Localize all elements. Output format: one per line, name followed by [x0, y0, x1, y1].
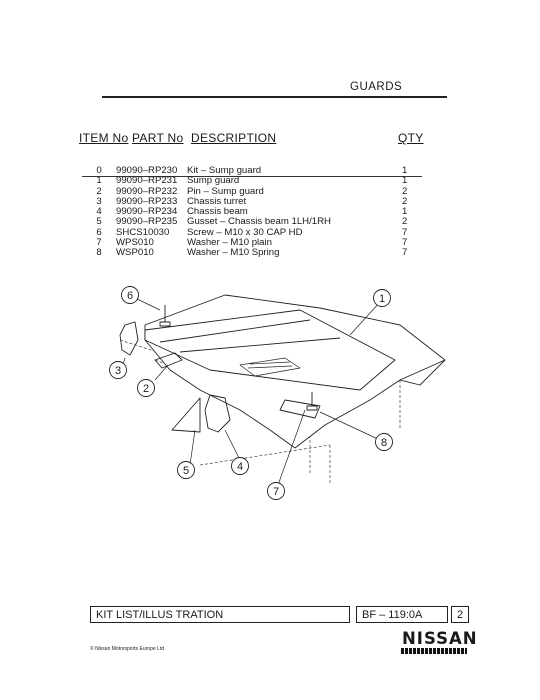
part-description: Screw – M10 x 30 CAP HD: [187, 226, 303, 238]
part-row: [82, 248, 422, 258]
callout-label: 3: [114, 365, 122, 377]
item-number: 2: [96, 185, 102, 197]
copyright: © Nissan Motorsports Europe Ltd: [90, 646, 164, 652]
part-number: SHCS10030: [116, 226, 170, 238]
callout-label: 5: [182, 465, 190, 477]
part-number: 99090–RP234: [116, 206, 178, 218]
footer-title: KIT LIST/ILLUS TRATION: [90, 606, 350, 623]
callout-label: 7: [272, 486, 280, 498]
part-qty: 2: [402, 185, 408, 197]
part-number: 99090–RP233: [116, 195, 178, 207]
callout-label: 8: [380, 437, 388, 449]
part-qty: 2: [402, 195, 408, 207]
part-qty: 7: [402, 247, 408, 259]
part-qty: 7: [402, 226, 408, 238]
header-rule: [102, 96, 447, 98]
part-description: Pin – Sump guard: [187, 185, 264, 197]
part-qty: 1: [402, 206, 408, 218]
part-number: 99090–RP231: [116, 175, 178, 187]
part-description: Kit – Sump guard: [187, 165, 262, 176]
part-qty: 1: [402, 165, 408, 176]
part-description: Washer – M10 Spring: [187, 247, 280, 259]
gusset: [172, 398, 200, 432]
part-number: WPS010: [116, 237, 154, 249]
item-number: 8: [96, 247, 102, 259]
item-number: 6: [96, 226, 102, 238]
callout-label: 4: [236, 461, 244, 473]
item-number: 3: [96, 195, 102, 207]
column-header-item: ITEM No: [79, 131, 129, 145]
column-header-description: DESCRIPTION: [191, 131, 277, 145]
part-description: Sump guard: [187, 175, 240, 187]
brand-logo: NISSAN: [402, 629, 478, 648]
part-qty: 1: [402, 175, 408, 187]
callout-label: 2: [142, 383, 150, 395]
part-number: WSP010: [116, 247, 154, 259]
parts-list: [82, 166, 422, 259]
exploded-diagram: [100, 280, 450, 505]
item-number: 1: [96, 175, 102, 187]
item-number: 7: [96, 237, 102, 249]
chassis-turret: [120, 322, 138, 355]
column-header-qty: QTY: [398, 131, 424, 145]
item-number: 5: [96, 216, 102, 228]
part-number: 99090–RP235: [116, 216, 178, 228]
section-title: GUARDS: [350, 81, 403, 93]
column-header-part: PART No: [132, 131, 184, 145]
footer-page: 2: [451, 606, 469, 623]
part-qty: 2: [402, 216, 408, 228]
part-qty: 7: [402, 237, 408, 249]
item-number: 0: [96, 165, 102, 176]
callout-label: 6: [126, 290, 134, 302]
part-description: Gusset – Chassis beam 1LH/1RH: [187, 216, 331, 228]
part-description: Chassis turret: [187, 195, 247, 207]
footer-ref: BF – 119:0A: [356, 606, 448, 623]
part-description: Washer – M10 plain: [187, 237, 272, 249]
part-description: Chassis beam: [187, 206, 248, 218]
item-number: 4: [96, 206, 102, 218]
brand-bar: [401, 648, 467, 654]
part-number: 99090–RP232: [116, 185, 178, 197]
callout-label: 1: [378, 293, 386, 305]
part-number: 99090–RP230: [116, 165, 178, 176]
